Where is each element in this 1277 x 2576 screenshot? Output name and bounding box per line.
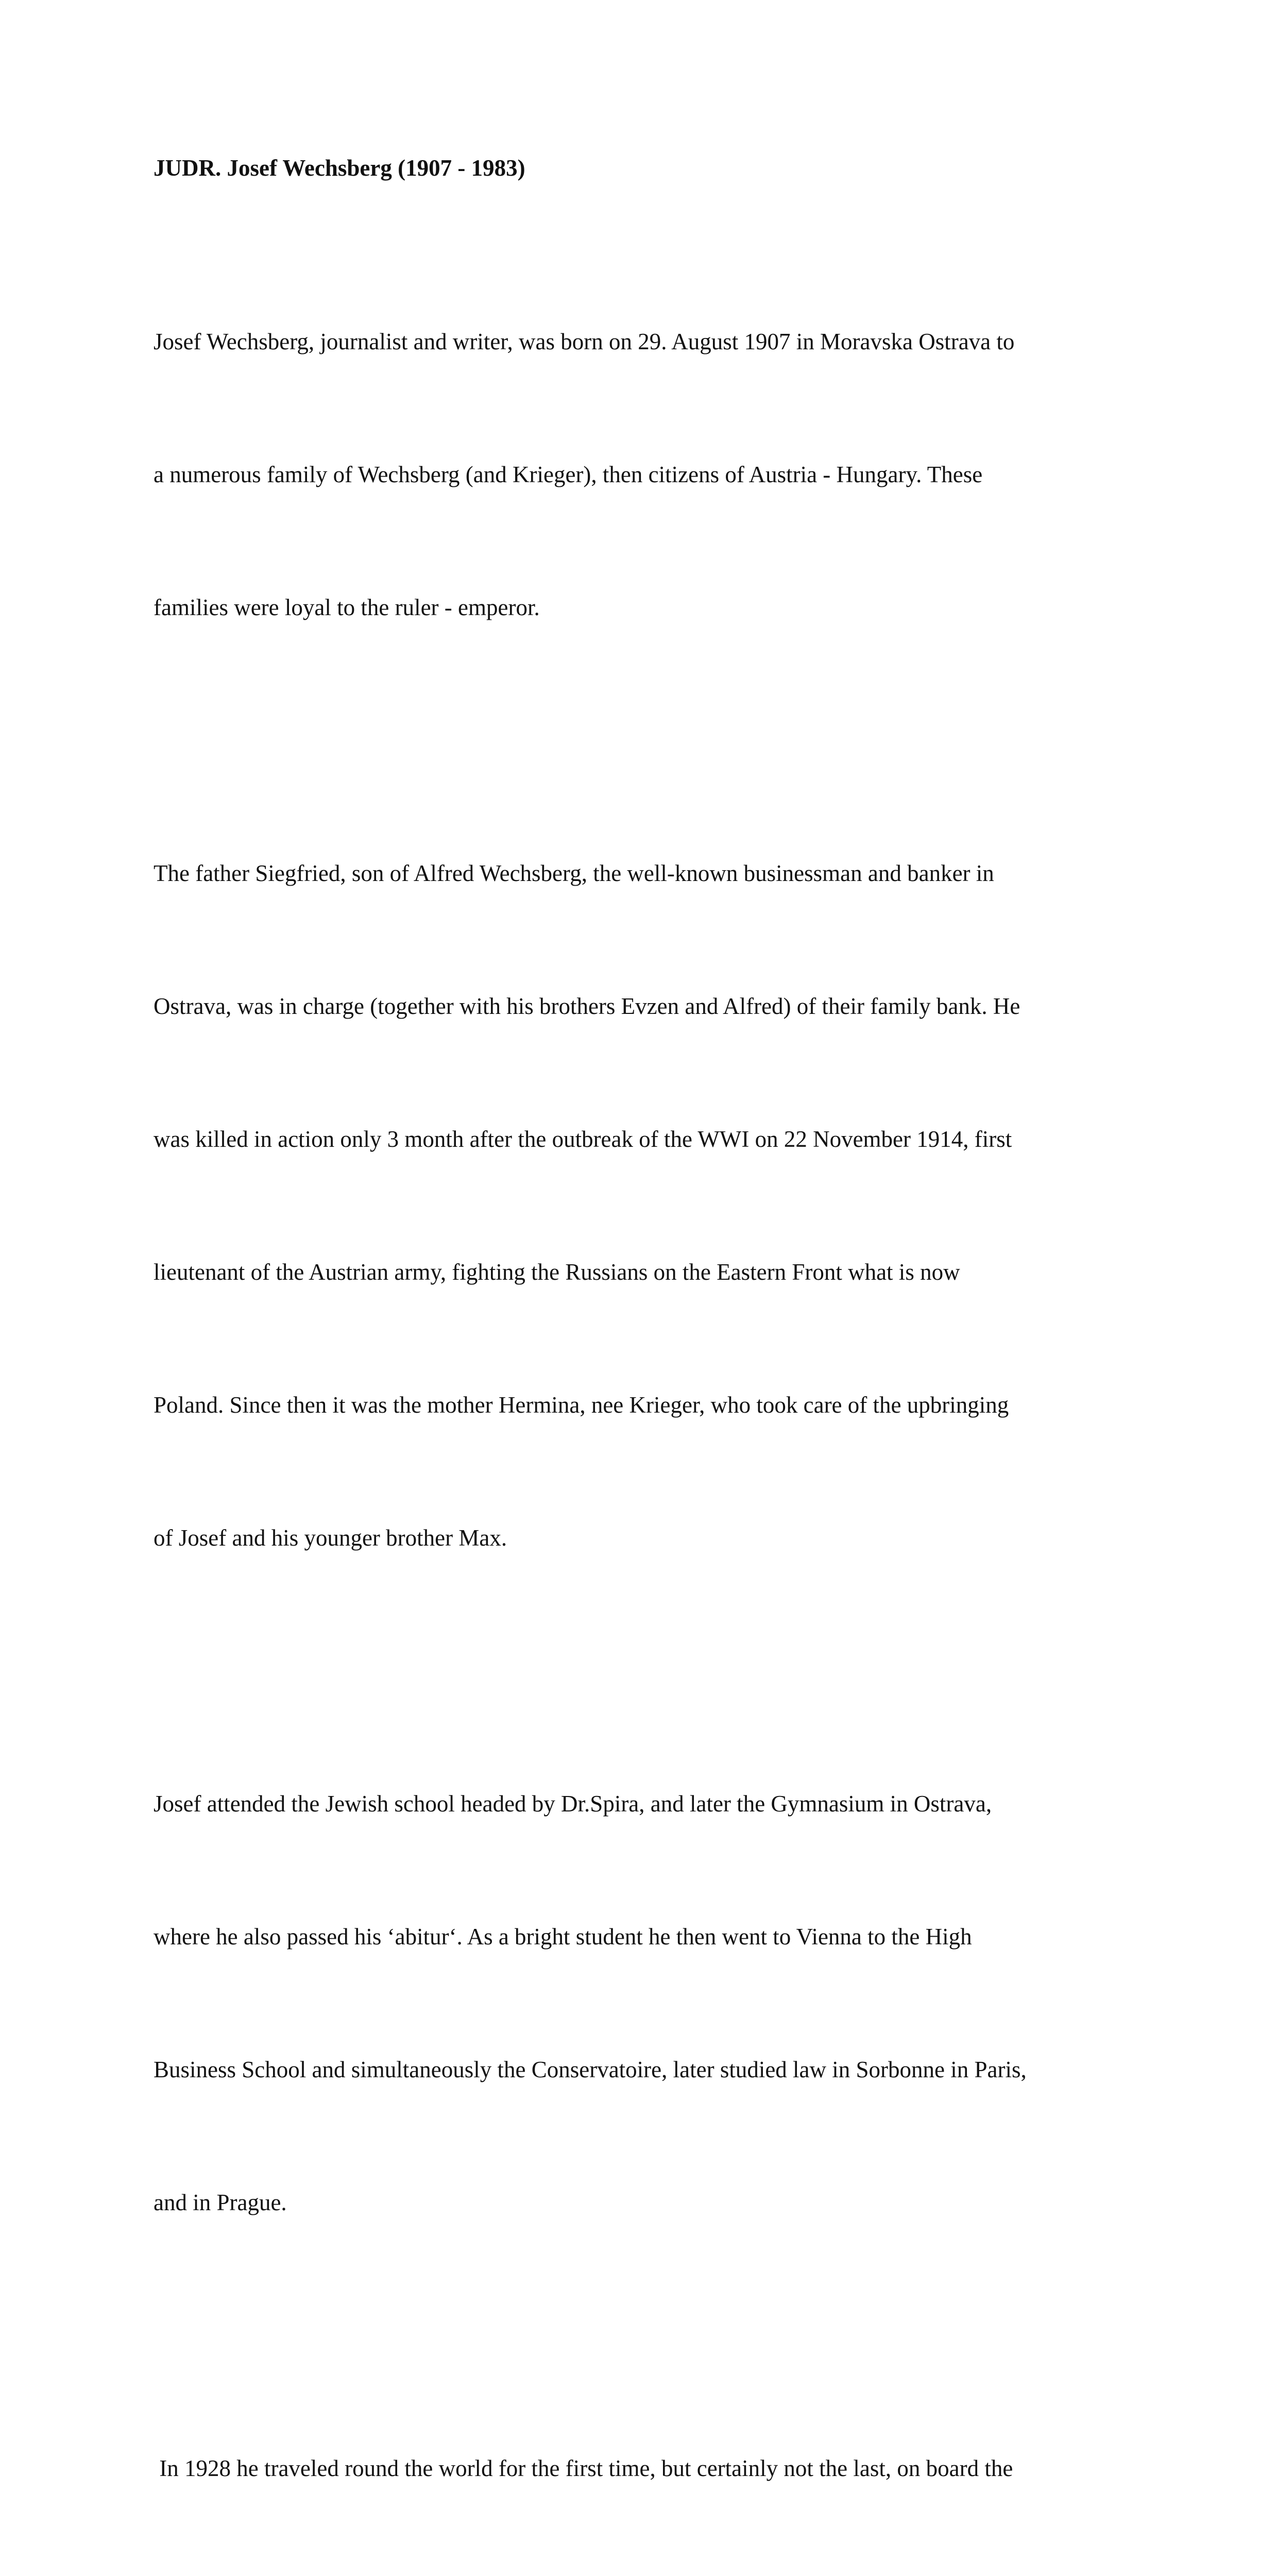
- document-body: [154, 149, 1148, 2576]
- paragraph-line: of Josef and his younger brother Max.: [154, 1525, 507, 1551]
- paragraph-line: a numerous family of Wechsberg (and Krieger), then citizens of Austria - Hungary. These: [154, 462, 983, 487]
- paragraph-line: and in Prague.: [154, 2190, 287, 2215]
- paragraph-travels: [154, 2358, 1148, 2576]
- paragraph-line: Ostrava, was in charge (together with his brothers Evzen and Alfred) of their family bank. He: [154, 993, 1020, 1019]
- document-title: JUDR. Josef Wechsberg (1907 - 1983): [154, 155, 525, 181]
- paragraph-line: lieutenant of the Austrian army, fighting the Russians on the Eastern Front what is now: [154, 1259, 960, 1285]
- paragraph-line: was killed in action only 3 month after the outbreak of the WWI on 22 November 1914, first: [154, 1126, 1012, 1152]
- paragraph-line: families were loyal to the ruler - emperor.: [154, 595, 540, 620]
- paragraph-line: Business School and simultaneously the Conservatoire, later studied law in Sorbonne in Paris,: [154, 2057, 1027, 2082]
- paragraph-birth: [154, 231, 1148, 718]
- paragraph-line: Josef Wechsberg, journalist and writer, was born on 29. August 1907 in Moravska Ostrava to: [154, 329, 1015, 354]
- paragraph-line: where he also passed his ‘abitur‘. As a bright student he then went to Vienna to the High: [154, 1924, 972, 1950]
- paragraph-line: The father Siegfried, son of Alfred Wechsberg, the well-known businessman and banker in: [154, 860, 994, 886]
- paragraph-education: [154, 1693, 1148, 2313]
- paragraph-line: Josef attended the Jewish school headed by Dr.Spira, and later the Gymnasium in Ostrava,: [154, 1791, 992, 1817]
- paragraph-line: In 1928 he traveled round the world for the first time, but certainly not the last, on board the: [154, 2455, 1013, 2481]
- paragraph-line: Poland. Since then it was the mother Hermina, nee Krieger, who took care of the upbringing: [154, 1392, 1009, 1418]
- paragraph-father: [154, 762, 1148, 1649]
